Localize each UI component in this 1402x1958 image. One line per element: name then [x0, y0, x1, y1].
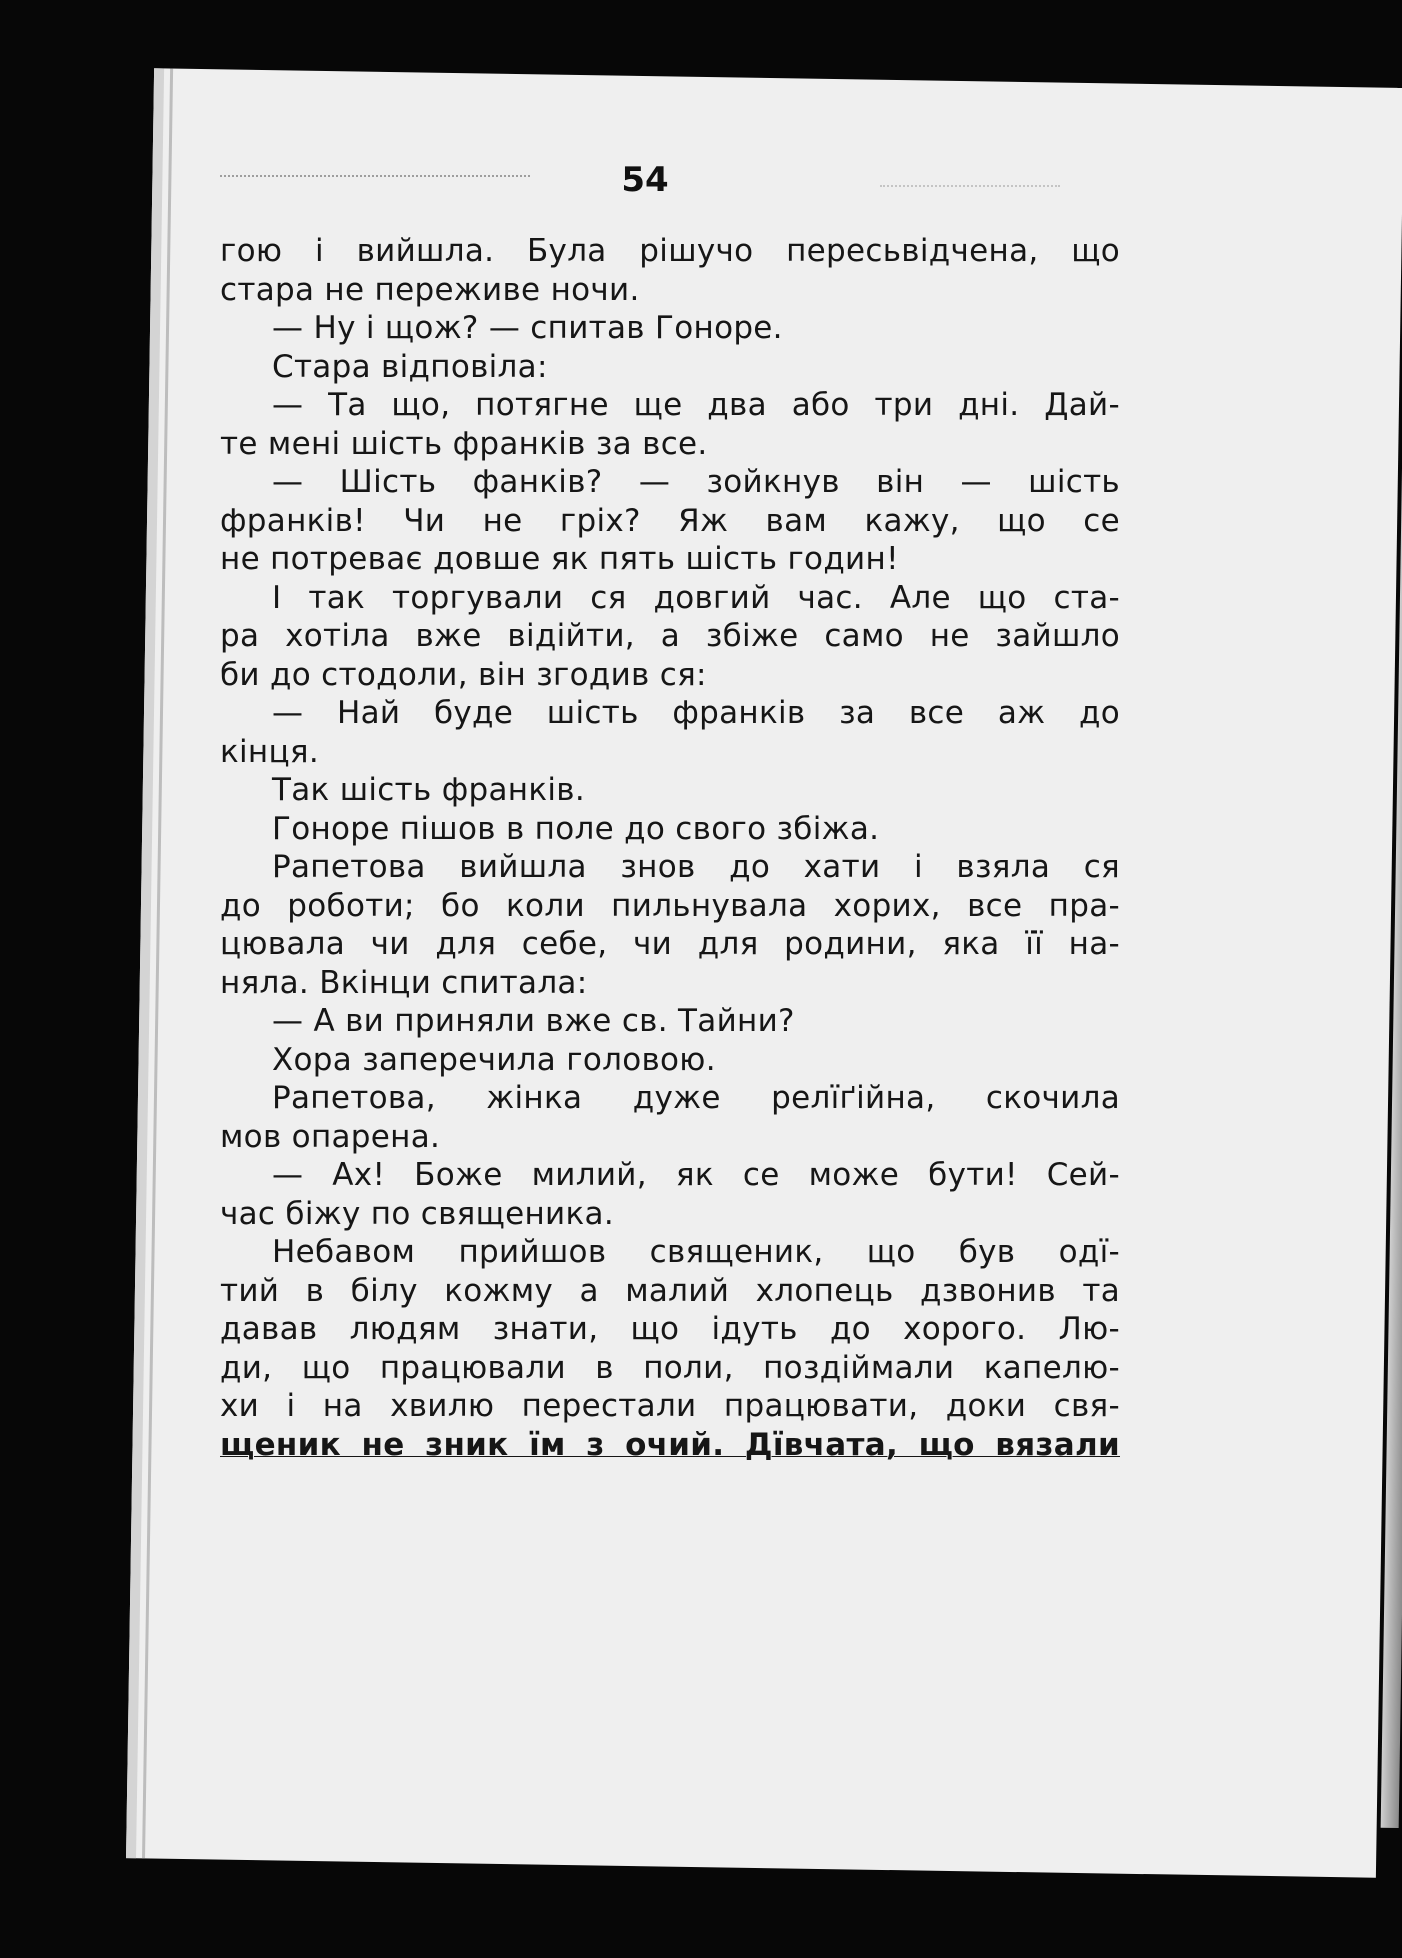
text-line: гою і вийшла. Була рішучо пересьвідчена, що	[220, 233, 1120, 269]
text-line: Рапетова вийшла знов до хати і взяла ся	[272, 849, 1120, 885]
text-line: щеник не зник їм з очий. Дївчата, що вязали	[220, 1426, 1120, 1463]
body-text	[220, 232, 1120, 1464]
text-line: кінця.	[220, 733, 320, 770]
text-line: — Ах! Боже милий, як се може бути! Сей-	[272, 1157, 1120, 1193]
text-line: Гоноре пішов в поле до свого збіжа.	[272, 810, 880, 847]
text-line: Хора заперечила головою.	[272, 1041, 716, 1078]
text-line: — А ви приняли вже св. Тайни?	[272, 1003, 795, 1039]
text-line: Небавом прийшов священик, що був одї-	[272, 1234, 1120, 1270]
text-line: — Та що, потягне ще два або три дні. Дай-	[272, 387, 1120, 423]
text-line: няла. Вкінци спитала:	[220, 964, 588, 1001]
text-line: ди, що працювали в поли, поздіймали капелю-	[220, 1349, 1120, 1386]
text-line: — Шість фанків? — зойкнув він — шість	[272, 464, 1120, 500]
text-line: ра хотіла вже відійти, а збіже само не зайшло	[220, 618, 1120, 654]
text-line: цювала чи для себе, чи для родини, яка її на-	[220, 926, 1120, 962]
header-smudge-right	[880, 185, 1060, 191]
text-line: Так шість франків.	[272, 772, 586, 808]
text-line: те мені шість франків за все.	[220, 425, 708, 462]
text-line: І так торгували ся довгий час. Але що ста-	[272, 579, 1120, 616]
text-line: до роботи; бо коли пильнувала хорих, все пра-	[220, 887, 1120, 924]
text-line: давав людям знати, що ідуть до хорого. Лю-	[220, 1311, 1120, 1347]
text-line: час біжу по священика.	[220, 1195, 614, 1232]
text-line: — Ну і щож? — спитав Гоноре.	[272, 310, 783, 346]
page-spine-line	[142, 69, 173, 1859]
text-line: Рапетова, жінка дуже релїґійна, скочила	[272, 1080, 1120, 1116]
text-line: тий в білу кожму а малий хлопець дзвонив та	[220, 1272, 1120, 1309]
header-smudge	[220, 175, 530, 183]
text-line: франків! Чи не гріх? Яж вам кажу, що се	[220, 502, 1120, 539]
text-line: Стара відповіла:	[272, 348, 548, 385]
text-line: — Най буде шість франків за все аж до	[272, 695, 1120, 731]
text-line: хи і на хвилю перестали працювати, доки свя-	[220, 1388, 1120, 1424]
page-edge	[1381, 128, 1402, 1828]
text-line: мов опарена.	[220, 1118, 441, 1155]
text-line: стара не переживе ночи.	[220, 271, 640, 308]
text-line: би до стодоли, він згодив ся:	[220, 656, 707, 693]
text-line: не потреває довше як пять шість годин!	[220, 541, 899, 577]
page-number: 54	[621, 160, 669, 200]
